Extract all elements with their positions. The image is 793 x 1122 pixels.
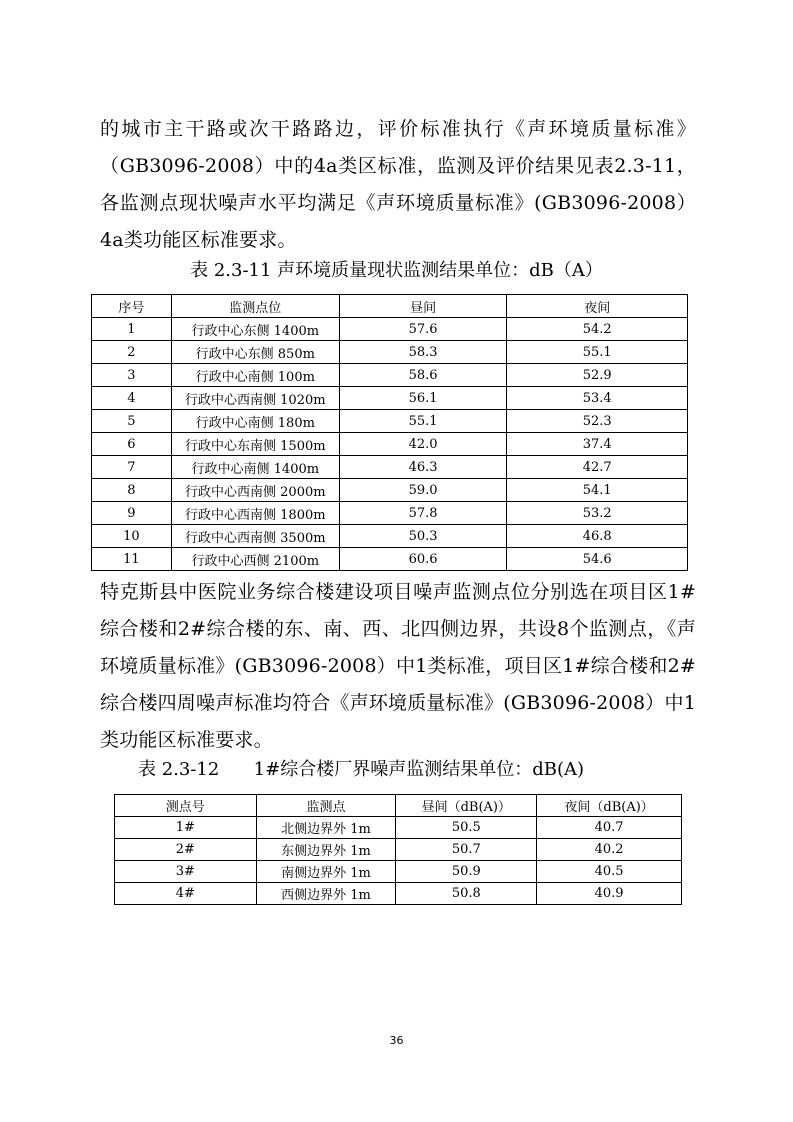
cell-night: 42.7 [507,456,688,479]
table-row [115,861,682,883]
table-row [92,318,688,341]
cell-index: 4 [92,387,172,410]
header-point-no: 测点号 [115,795,257,817]
cell-index: 10 [92,525,172,548]
cell-point-no: 2# [115,839,257,861]
cell-day: 58.6 [339,364,507,387]
paragraph-project: 特克斯县中医院业务综合楼建设项目噪声监测点位分别选在项目区1#综合楼和2#综合楼的东、南、西、北四侧边界，共设8个监测点，《声环境质量标准》(GB3096-2008）中1类标准，项目区1#综合楼和2#综合楼四周噪声标准均符合《声环境质量标准》(GB3096-2008）中1类功能区标准要求。 [100,581,696,751]
cell-day: 42.0 [339,433,507,456]
cell-day: 46.3 [339,456,507,479]
cell-location: 行政中心西南侧 3500m [171,525,339,548]
cell-location: 行政中心西南侧 2000m [171,479,339,502]
cell-night: 54.1 [507,479,688,502]
cell-location: 行政中心南侧 100m [171,364,339,387]
table-row [115,839,682,861]
cell-day: 57.6 [339,318,507,341]
table-row [92,433,688,456]
cell-location: 行政中心东侧 1400m [171,318,339,341]
cell-night: 54.2 [507,318,688,341]
table-header-row [115,795,682,817]
cell-day: 50.9 [396,861,537,883]
table-row [92,341,688,364]
cell-point: 西侧边界外 1m [256,883,396,905]
cell-point-no: 3# [115,861,257,883]
cell-day: 59.0 [339,479,507,502]
cell-night: 55.1 [507,341,688,364]
page-number: 36 [389,1034,404,1047]
cell-day: 50.8 [396,883,537,905]
cell-location: 行政中心西南侧 1020m [171,387,339,410]
table-row [92,456,688,479]
header-night: 夜间 [507,295,688,318]
cell-day: 55.1 [339,410,507,433]
cell-night: 52.3 [507,410,688,433]
cell-index: 1 [92,318,172,341]
cell-index: 8 [92,479,172,502]
table-row [92,364,688,387]
table-row [92,410,688,433]
cell-index: 3 [92,364,172,387]
header-day: 昼间 [339,295,507,318]
header-index: 序号 [92,295,172,318]
header-location: 监测点位 [171,295,339,318]
table-row [92,525,688,548]
boundary-noise-table [114,794,682,905]
paragraph-intro: 的城市主干路或次干路路边，评价标准执行《声环境质量标准》（GB3096-2008）中的4a类区标准，监测及评价结果见表2.3-11，各监测点现状噪声水平均满足《声环境质量标准》(GB3096-2008）4a类功能区标准要求。 [100,118,696,251]
cell-night: 40.5 [537,861,682,883]
table-row [92,387,688,410]
cell-night: 40.2 [537,839,682,861]
cell-night: 54.6 [507,548,688,571]
header-day: 昼间（dB(A)） [396,795,537,817]
cell-night: 37.4 [507,433,688,456]
cell-day: 50.5 [396,817,537,839]
header-point: 监测点 [256,795,396,817]
cell-point: 东侧边界外 1m [256,839,396,861]
cell-point-no: 1# [115,817,257,839]
cell-night: 46.8 [507,525,688,548]
cell-day: 57.8 [339,502,507,525]
cell-point: 南侧边界外 1m [256,861,396,883]
cell-point-no: 4# [115,883,257,905]
noise-monitoring-table [91,294,688,571]
cell-index: 9 [92,502,172,525]
cell-day: 56.1 [339,387,507,410]
cell-location: 行政中心西侧 2100m [171,548,339,571]
cell-day: 58.3 [339,341,507,364]
cell-night: 40.7 [537,817,682,839]
cell-day: 50.7 [396,839,537,861]
cell-location: 行政中心南侧 1400m [171,456,339,479]
cell-location: 行政中心东侧 850m [171,341,339,364]
table1-caption: 表 2.3-11 声环境质量现状监测结果单位：dB（A） [190,260,603,281]
table-row [92,479,688,502]
header-night: 夜间（dB(A)） [537,795,682,817]
cell-location: 行政中心东南侧 1500m [171,433,339,456]
cell-location: 行政中心西南侧 1800m [171,502,339,525]
table-header-row [92,295,688,318]
cell-night: 52.9 [507,364,688,387]
table2-caption: 表 2.3-12 1#综合楼厂界噪声监测结果单位：dB(A) [138,759,584,780]
table-row [115,883,682,905]
table-row [115,817,682,839]
cell-index: 11 [92,548,172,571]
table-row [92,548,688,571]
cell-index: 5 [92,410,172,433]
cell-index: 6 [92,433,172,456]
cell-location: 行政中心南侧 180m [171,410,339,433]
cell-index: 2 [92,341,172,364]
cell-index: 7 [92,456,172,479]
cell-night: 40.9 [537,883,682,905]
table-row [92,502,688,525]
cell-point: 北侧边界外 1m [256,817,396,839]
cell-day: 50.3 [339,525,507,548]
cell-day: 60.6 [339,548,507,571]
cell-night: 53.2 [507,502,688,525]
cell-night: 53.4 [507,387,688,410]
